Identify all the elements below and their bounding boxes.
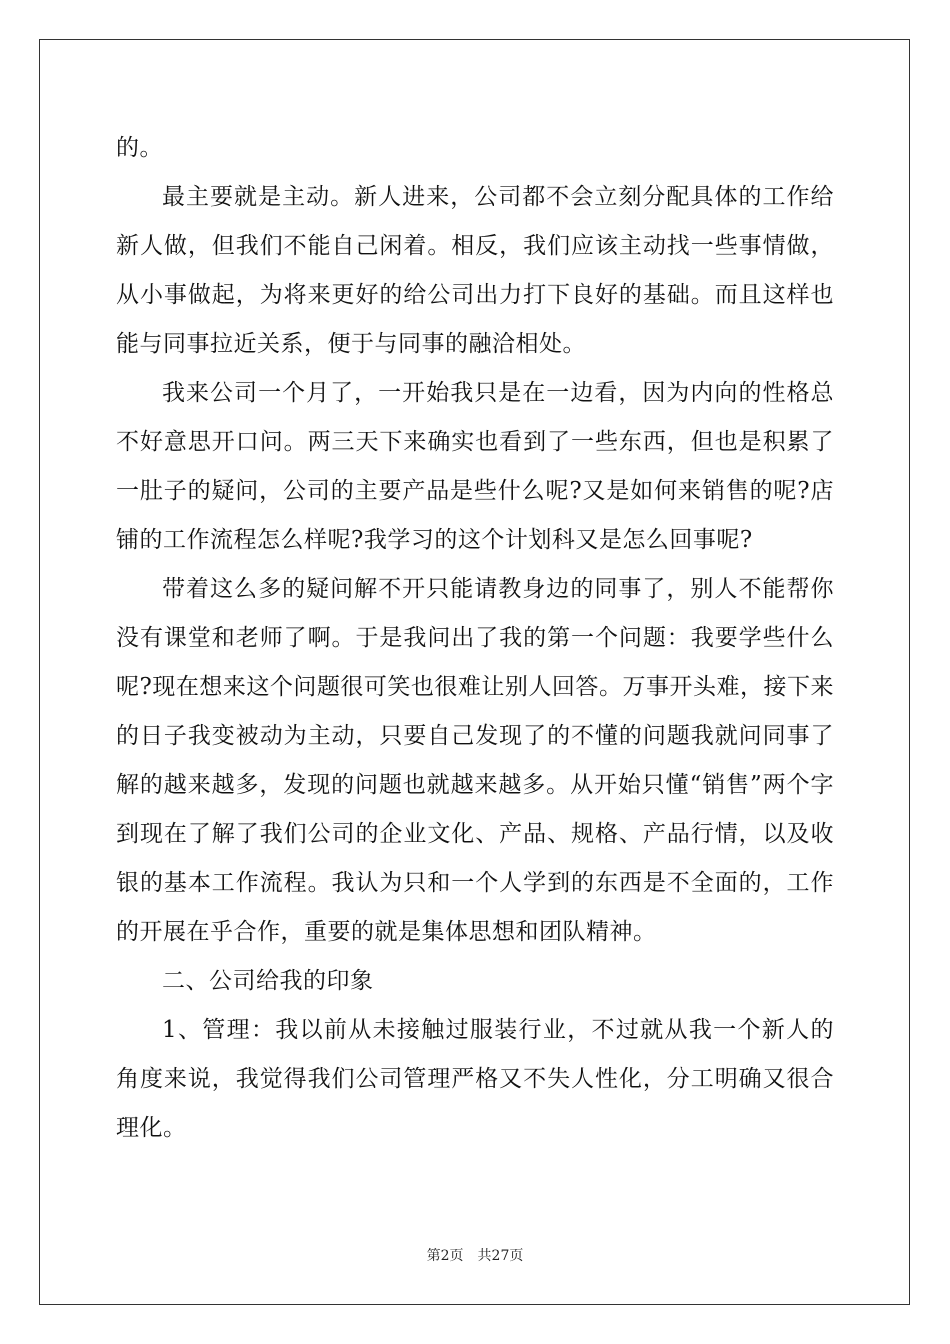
- paragraph-management: 1、管理：我以前从未接触过服装行业，不过就从我一个新人的角度来说，我觉得我们公司管理严格又不失人性化，分工明确又很合理化。: [116, 1017, 834, 1141]
- document-body: [116, 124, 834, 1153]
- paragraph-continuation: 的。: [116, 135, 163, 161]
- total-page-count: 共27页: [477, 1248, 524, 1264]
- paragraph-asking-colleagues: 带着这么多的疑问解不开只能请教身边的同事了，别人不能帮你没有课堂和老师了啊。于是我问出了我的第一个问题：我要学些什么呢?现在想来这个问题很可笑也很难让别人回答。万事开头难，接下来的日子我变被动为主动，只要自己发现了的不懂的问题我就问同事了解的越来越多，发现的问题也就越来越多。从开始只懂“销售”两个字到现在了解了我们公司的企业文化、产品、规格、产品行情，以及收银的基本工作流程。我认为只和一个人学到的东西是不全面的，工作的开展在乎合作，重要的就是集体思想和团队精神。: [116, 576, 834, 945]
- current-page-number: 第2页: [426, 1248, 464, 1264]
- paragraph-first-month: 我来公司一个月了，一开始我只是在一边看，因为内向的性格总不好意思开口问。两三天下来确实也看到了一些东西，但也是积累了一肚子的疑问，公司的主要产品是些什么呢?又是如何来销售的呢?店铺的工作流程怎么样呢?我学习的这个计划科又是怎么回事呢?: [116, 380, 834, 553]
- section-heading-company-impression: 二、公司给我的印象: [162, 968, 374, 994]
- page-footer: [0, 1246, 950, 1266]
- paragraph-take-initiative: 最主要就是主动。新人进来，公司都不会立刻分配具体的工作给新人做，但我们不能自己闲着。相反，我们应该主动找一些事情做，从小事做起，为将来更好的给公司出力打下良好的基础。而且这样也能与同事拉近关系，便于与同事的融洽相处。: [116, 184, 834, 357]
